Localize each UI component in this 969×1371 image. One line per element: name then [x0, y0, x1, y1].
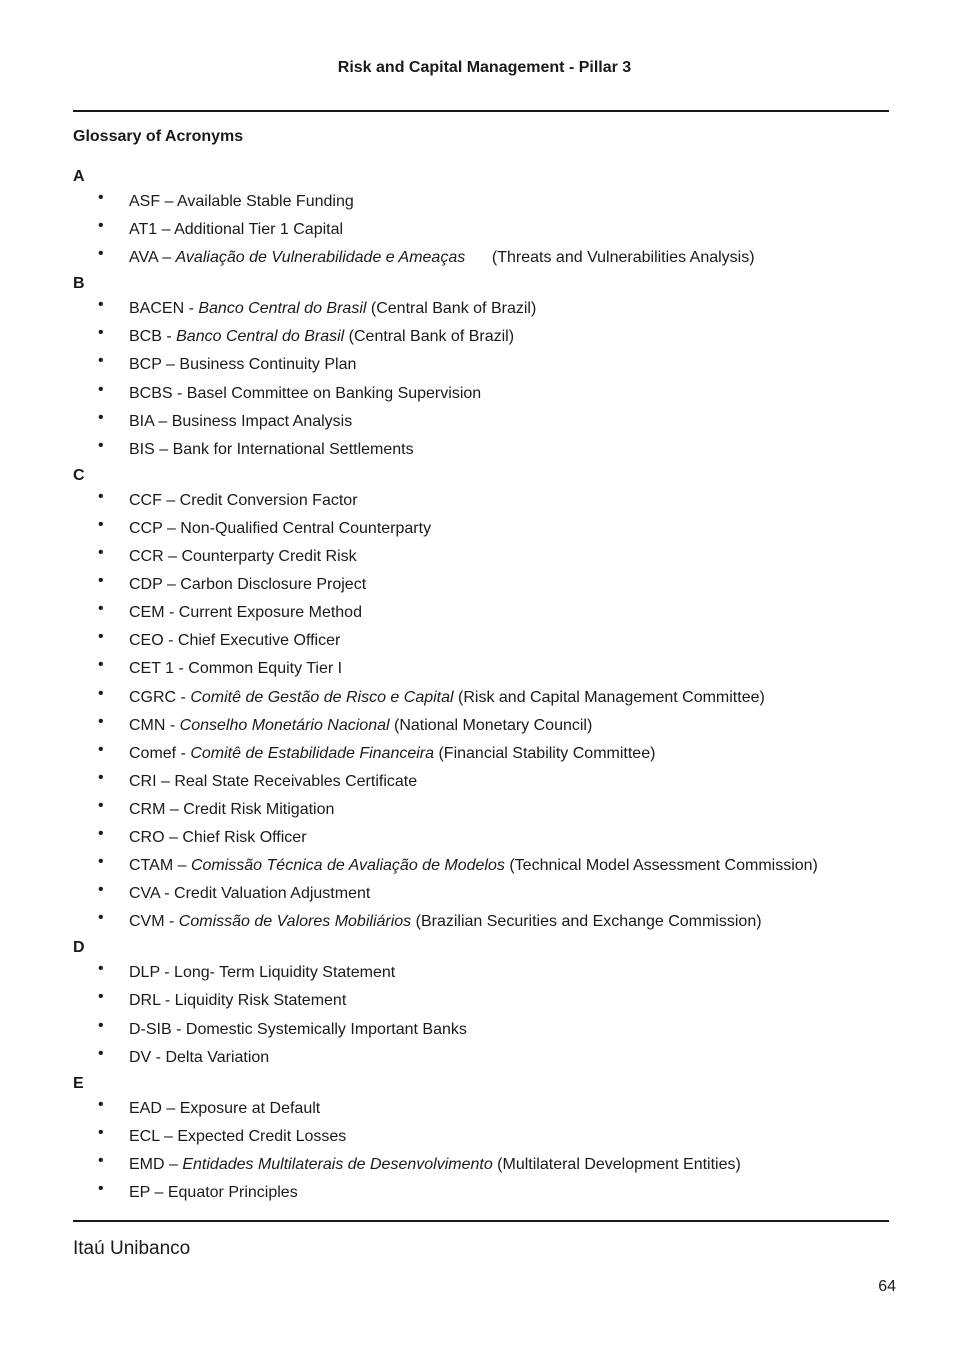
bullet-icon: • [98, 217, 104, 235]
section-letter: B [73, 275, 85, 293]
entry-translation: (Threats and Vulnerabilities Analysis) [465, 249, 755, 267]
bullet-icon: • [98, 600, 104, 618]
entry-text: CMN - [129, 716, 180, 734]
glossary-entry [73, 244, 889, 272]
entry-text: ECL – Expected Credit Losses [129, 1127, 347, 1145]
entry-text: CRO – Chief Risk Officer [129, 828, 307, 846]
glossary-entry [73, 908, 889, 936]
entry-text: BCP – Business Continuity Plan [129, 356, 357, 374]
bullet-icon: • [98, 245, 104, 263]
entry-text: CGRC - [129, 688, 191, 706]
bullet-icon: • [98, 572, 104, 590]
glossary-entry [73, 543, 889, 571]
section-letter: C [73, 466, 85, 484]
bullet-icon: • [98, 436, 104, 454]
bullet-icon: • [98, 628, 104, 646]
glossary-entry [73, 824, 889, 852]
entry-text: BCBS - Basel Committee on Banking Supervision [129, 384, 482, 402]
entry-portuguese-term: Comitê de Gestão de Risco e Capital [190, 688, 454, 706]
page-header-title: Risk and Capital Management - Pillar 3 [337, 59, 632, 76]
bullet-icon: • [98, 796, 104, 814]
entry-text: CEO - Chief Executive Officer [129, 632, 341, 650]
entry-translation: (National Monetary Council) [389, 716, 593, 734]
entry-portuguese-term: Avaliação de Vulnerabilidade e Ameaças [175, 249, 466, 267]
bullet-icon: • [98, 824, 104, 842]
entry-text: BIS – Bank for International Settlements [129, 440, 414, 458]
entry-text: BACEN - [129, 300, 199, 318]
section-letter: E [73, 1074, 84, 1092]
glossary-entry [73, 487, 889, 515]
entry-portuguese-term: Banco Central do Brasil [198, 300, 367, 318]
entry-translation: (Central Bank of Brazil) [344, 328, 515, 346]
glossary-entry [73, 880, 889, 908]
glossary-entry [73, 188, 889, 216]
entry-text: D-SIB - Domestic Systemically Important Banks [129, 1020, 467, 1038]
entry-text: CCF – Credit Conversion Factor [129, 491, 358, 509]
entry-translation: (Multilateral Development Entities) [492, 1155, 741, 1173]
glossary-entry [73, 295, 889, 323]
entry-text: CVM - [129, 913, 179, 931]
entry-text: CEM - Current Exposure Method [129, 604, 362, 622]
bullet-icon: • [98, 380, 104, 398]
bullet-icon: • [98, 544, 104, 562]
entry-text: EMD – [129, 1155, 183, 1173]
entry-portuguese-term: Banco Central do Brasil [176, 328, 345, 346]
entry-text: Comef - [129, 744, 191, 762]
glossary-entry [73, 852, 889, 880]
glossary-entry [73, 408, 889, 436]
entry-text: CRI – Real State Receivables Certificate [129, 772, 418, 790]
glossary-entry [73, 796, 889, 824]
glossary-entry [73, 216, 889, 244]
glossary-entry [73, 655, 889, 683]
glossary-list [73, 165, 889, 1207]
bullet-icon: • [98, 408, 104, 426]
footer-company-name: Itaú Unibanco [73, 1238, 191, 1259]
glossary-title: Glossary of Acronyms [73, 128, 244, 145]
glossary-entry [73, 1095, 889, 1123]
entry-portuguese-term: Comissão de Valores Mobiliários [178, 913, 412, 931]
header-divider [73, 110, 889, 112]
page-number: 64 [878, 1278, 896, 1295]
entry-translation: (Financial Stability Committee) [434, 744, 656, 762]
glossary-entry [73, 599, 889, 627]
glossary-entry [73, 987, 889, 1015]
entry-text: CDP – Carbon Disclosure Project [129, 576, 367, 594]
footer-divider [73, 1220, 889, 1222]
section-letter: A [73, 168, 85, 185]
glossary-entry [73, 684, 889, 712]
glossary-entry [73, 380, 889, 408]
entry-translation: (Brazilian Securities and Exchange Commission) [411, 913, 762, 931]
bullet-icon: • [98, 487, 104, 505]
entry-text: BIA – Business Impact Analysis [129, 412, 353, 430]
glossary-entry [73, 351, 889, 379]
bullet-icon: • [98, 768, 104, 786]
bullet-icon: • [98, 324, 104, 342]
bullet-icon: • [98, 1123, 104, 1141]
entry-portuguese-term: Conselho Monetário Nacional [179, 716, 390, 734]
bullet-icon: • [98, 909, 104, 927]
entry-text: DLP - Long- Term Liquidity Statement [129, 964, 396, 982]
entry-text: CTAM – [129, 857, 191, 875]
glossary-entry [73, 1151, 889, 1179]
bullet-icon: • [98, 352, 104, 370]
bullet-icon: • [98, 988, 104, 1006]
glossary-entry [73, 436, 889, 464]
bullet-icon: • [98, 712, 104, 730]
glossary-entry [73, 712, 889, 740]
entry-text: BCB - [129, 328, 177, 346]
glossary-entry [73, 571, 889, 599]
entry-text: ASF – Available Stable Funding [129, 193, 354, 210]
bullet-icon: • [98, 656, 104, 674]
bullet-icon: • [98, 1016, 104, 1034]
bullet-icon: • [98, 1180, 104, 1197]
entry-text: AVA – [129, 249, 176, 267]
glossary-entry [73, 959, 889, 987]
entry-text: CCP – Non-Qualified Central Counterparty [129, 519, 432, 537]
glossary-entry [73, 323, 889, 351]
bullet-icon: • [98, 515, 104, 533]
glossary-entry [73, 627, 889, 655]
entry-text: CVA - Credit Valuation Adjustment [129, 885, 371, 903]
entry-text: AT1 – Additional Tier 1 Capital [129, 221, 344, 239]
entry-translation: (Central Bank of Brazil) [366, 300, 537, 318]
entry-text: EAD – Exposure at Default [129, 1099, 321, 1117]
bullet-icon: • [98, 853, 104, 871]
bullet-icon: • [98, 1151, 104, 1169]
entry-text: CCR – Counterparty Credit Risk [129, 548, 357, 566]
entry-text: EP – Equator Principles [129, 1184, 298, 1201]
glossary-entry [73, 515, 889, 543]
entry-text: DV - Delta Variation [129, 1048, 270, 1066]
bullet-icon: • [98, 684, 104, 702]
bullet-icon: • [98, 189, 104, 206]
entry-portuguese-term: Comitê de Estabilidade Financeira [190, 744, 435, 762]
bullet-icon: • [98, 1044, 104, 1062]
bullet-icon: • [98, 960, 104, 978]
entry-portuguese-term: Comissão Técnica de Avaliação de Modelos [190, 857, 505, 875]
glossary-entry [73, 1044, 889, 1072]
glossary-entry [73, 740, 889, 768]
glossary-entry [73, 1016, 889, 1044]
entry-text: CRM – Credit Risk Mitigation [129, 800, 335, 818]
entry-translation: (Technical Model Assessment Commission) [504, 857, 818, 875]
entry-text: CET 1 - Common Equity Tier I [129, 660, 343, 678]
bullet-icon: • [98, 740, 104, 758]
bullet-icon: • [98, 1095, 104, 1113]
glossary-entry [73, 768, 889, 796]
glossary-entry [73, 1179, 889, 1207]
entry-text: DRL - Liquidity Risk Statement [129, 992, 347, 1010]
section-letter: D [73, 939, 85, 957]
glossary-entry [73, 1123, 889, 1151]
bullet-icon: • [98, 881, 104, 899]
entry-translation: (Risk and Capital Management Committee) [453, 688, 765, 706]
bullet-icon: • [98, 296, 104, 314]
entry-portuguese-term: Entidades Multilaterais de Desenvolvimento [182, 1155, 493, 1173]
